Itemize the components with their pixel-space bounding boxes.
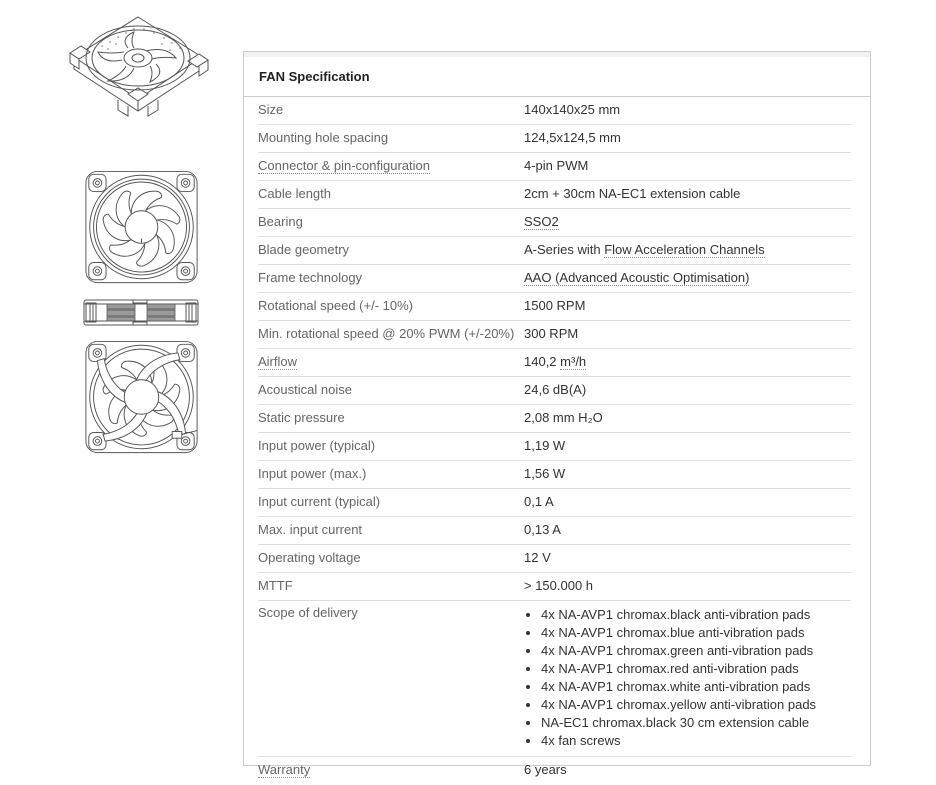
spec-label	[258, 299, 524, 313]
spec-label	[258, 187, 524, 201]
spec-value-text: 12 V	[524, 550, 551, 565]
spec-label-text: Bearing	[258, 214, 303, 229]
spec-value	[524, 467, 851, 481]
spec-row	[258, 377, 851, 405]
spec-row	[258, 265, 851, 293]
panel-title: FAN Specification	[244, 57, 870, 97]
spec-label	[258, 495, 524, 509]
spec-label-text: Input power (max.)	[258, 466, 367, 481]
fan-rear-illustration	[84, 337, 199, 457]
spec-label	[258, 215, 524, 229]
spec-label-text: Cable length	[258, 186, 331, 201]
spec-row	[258, 237, 851, 265]
spec-label-text: Acoustical noise	[258, 382, 352, 397]
spec-value	[524, 763, 851, 777]
spec-row	[258, 125, 851, 153]
spec-label-text: Frame technology	[258, 270, 363, 285]
spec-label	[258, 271, 524, 285]
spec-value-text: A-Series with	[524, 242, 605, 257]
spec-row	[258, 489, 851, 517]
spec-value-text: 300 RPM	[524, 326, 579, 341]
spec-row	[258, 573, 851, 601]
spec-value	[524, 383, 851, 397]
delivery-item: • 4x fan screws	[541, 732, 851, 750]
glossary-term[interactable]: SSO2	[524, 214, 559, 229]
spec-value	[524, 131, 851, 145]
spec-label	[258, 411, 524, 425]
fan-isometric-illustration	[68, 4, 210, 152]
spec-value-text: 1500 RPM	[524, 298, 586, 313]
spec-value-text: 0,1 A	[524, 494, 554, 509]
spec-label	[258, 579, 524, 593]
fan-isometric-thumbnail[interactable]	[68, 4, 210, 152]
spec-value-text: 140,2	[524, 354, 561, 369]
spec-value-text: 1,19 W	[524, 438, 566, 453]
spec-value	[524, 215, 851, 229]
delivery-item: • 4x NA-AVP1 chromax.black anti-vibration pads	[541, 606, 851, 624]
spec-row	[258, 349, 851, 377]
fan-side-thumbnail[interactable]	[83, 299, 199, 326]
spec-value	[524, 551, 851, 565]
spec-label-text: Min. rotational speed @ 20% PWM (+/-20%)	[258, 326, 515, 341]
spec-label-text: Input current (typical)	[258, 494, 381, 509]
glossary-term[interactable]: Warranty	[258, 762, 311, 777]
spec-value	[524, 243, 851, 257]
spec-value	[524, 411, 851, 425]
delivery-item: • 4x NA-AVP1 chromax.yellow anti-vibration pads	[541, 696, 851, 714]
glossary-term[interactable]: AAO (Advanced Acoustic Optimisation)	[524, 270, 750, 285]
spec-value-text: > 150.000 h	[524, 578, 594, 593]
spec-value-text: 1,56 W	[524, 466, 566, 481]
delivery-item: • 4x NA-AVP1 chromax.green anti-vibration pads	[541, 642, 851, 660]
spec-label-text: Rotational speed (+/- 10%)	[258, 298, 414, 313]
spec-label-text: Operating voltage	[258, 550, 361, 565]
spec-row	[258, 461, 851, 489]
spec-value-text: 4-pin PWM	[524, 158, 589, 173]
spec-label-text: MTTF	[258, 578, 293, 593]
spec-label	[258, 243, 524, 257]
spec-label	[258, 523, 524, 537]
spec-value-text: 2cm + 30cm NA-EC1 extension cable	[524, 186, 741, 201]
spec-value	[524, 495, 851, 509]
fan-front-thumbnail[interactable]	[84, 169, 199, 285]
spec-label-text: Blade geometry	[258, 242, 350, 257]
spec-row	[258, 545, 851, 573]
spec-label	[258, 131, 524, 145]
fan-side-illustration	[83, 299, 199, 326]
spec-label-text: Static pressure	[258, 410, 345, 425]
spec-value	[524, 159, 851, 173]
spec-value	[524, 579, 851, 593]
spec-value	[524, 187, 851, 201]
spec-value	[524, 439, 851, 453]
delivery-list	[524, 606, 851, 750]
spec-label-text: Mounting hole spacing	[258, 130, 389, 145]
spec-value	[524, 355, 851, 369]
spec-row	[258, 517, 851, 545]
spec-value-text: 140x140x25 mm	[524, 102, 621, 117]
fan-rear-thumbnail[interactable]	[84, 337, 199, 457]
spec-label	[258, 606, 524, 620]
spec-row	[258, 153, 851, 181]
spec-label	[258, 103, 524, 117]
spec-label-text: Input power (typical)	[258, 438, 376, 453]
spec-row	[258, 181, 851, 209]
spec-rows	[258, 97, 851, 785]
spec-value	[524, 271, 851, 285]
spec-label-text: Max. input current	[258, 522, 363, 537]
delivery-item: • 4x NA-AVP1 chromax.red anti-vibration pads	[541, 660, 851, 678]
spec-row	[258, 433, 851, 461]
spec-row	[258, 293, 851, 321]
spec-label	[258, 327, 524, 341]
spec-value-text: 6 years	[524, 762, 567, 777]
spec-row	[258, 405, 851, 433]
spec-label	[258, 439, 524, 453]
spec-label-text: Scope of delivery	[258, 605, 358, 620]
delivery-item: • 4x NA-AVP1 chromax.white anti-vibration pads	[541, 678, 851, 696]
delivery-item: • NA-EC1 chromax.black 30 cm extension cable	[541, 714, 851, 732]
spec-value	[524, 103, 851, 117]
spec-label	[258, 467, 524, 481]
spec-value-text: 24,6 dB(A)	[524, 382, 587, 397]
spec-row	[258, 97, 851, 125]
spec-label	[258, 355, 524, 369]
spec-row	[258, 757, 851, 785]
spec-label-text: Size	[258, 102, 284, 117]
glossary-term[interactable]: Airflow	[258, 354, 298, 369]
spec-label	[258, 551, 524, 565]
spec-value-text: 0,13 A	[524, 522, 561, 537]
spec-label	[258, 763, 524, 777]
spec-value	[524, 606, 851, 750]
spec-value	[524, 327, 851, 341]
glossary-term[interactable]: Connector & pin-configuration	[258, 158, 430, 173]
spec-row	[258, 601, 851, 757]
spec-label	[258, 383, 524, 397]
spec-value-text: 2,08 mm H₂O	[524, 410, 603, 425]
glossary-term[interactable]: m³/h	[560, 354, 587, 369]
spec-label	[258, 159, 524, 173]
spec-row	[258, 321, 851, 349]
fan-front-illustration	[84, 169, 199, 285]
spec-value	[524, 299, 851, 313]
delivery-item: • 4x NA-AVP1 chromax.blue anti-vibration pads	[541, 624, 851, 642]
spec-row	[258, 209, 851, 237]
spec-value-text: 124,5x124,5 mm	[524, 130, 621, 145]
fan-specification-panel	[243, 51, 871, 777]
spec-value	[524, 523, 851, 537]
glossary-term[interactable]: Flow Acceleration Channels	[604, 242, 765, 257]
